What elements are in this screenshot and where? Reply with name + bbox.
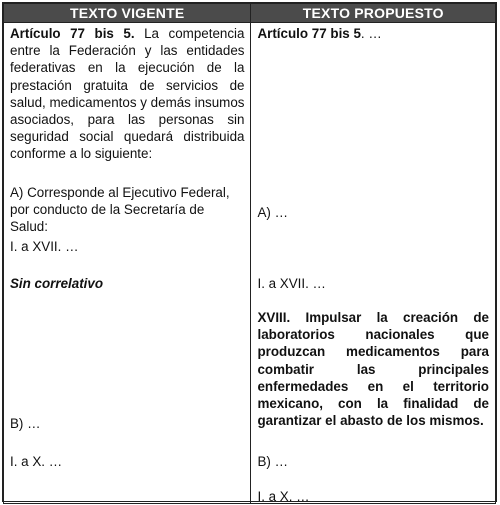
propuesto-fracciones-1: I. a XVII. … (257, 276, 326, 291)
comparative-table-page (2, 2, 497, 502)
vigente-fracciones-2: I. a X. … (10, 454, 63, 469)
propuesto-fraccion-xviii: XVIII. Impulsar la creación de laboratorios nacionales que produzcan medicamentos para combatir las principales enfermedades en el territorio mexicano, con la finalidad de garantizar el abasto de los mismos. (257, 310, 489, 429)
propuesto-article-suffix: . … (360, 26, 382, 41)
table-body-row (4, 23, 496, 504)
propuesto-article-label: Artículo 77 bis 5 (257, 26, 361, 41)
vigente-article-text: La competencia entre la Federación y las entidades federativas en la ejecución de la prestación gratuita de servicios de salud, medicamentos y demás insumos asociados, para las personas sin seguridad social quedará distribuida conforme a lo siguiente: (10, 26, 245, 162)
vigente-fracciones-1: I. a XVII. … (10, 239, 79, 254)
vigente-apartado-b: B) … (10, 416, 41, 431)
propuesto-apartado-b: B) … (257, 454, 288, 469)
comparative-table (3, 3, 496, 504)
vigente-article-paragraph (10, 25, 244, 163)
propuesto-fracciones-2: I. a X. … (257, 489, 310, 504)
column-texto-vigente (4, 23, 251, 504)
vigente-sin-correlativo: Sin correlativo (10, 276, 104, 291)
table-header-row (4, 4, 496, 23)
vigente-article-label: Artículo 77 bis 5. (10, 26, 135, 41)
propuesto-article-paragraph (257, 25, 489, 42)
column-texto-propuesto (251, 23, 496, 504)
header-texto-vigente: TEXTO VIGENTE (4, 4, 251, 23)
header-texto-propuesto: TEXTO PROPUESTO (251, 4, 496, 23)
propuesto-apartado-a: A) … (257, 205, 288, 220)
vigente-apartado-a: A) Corresponde al Ejecutivo Federal, por conducto de la Secretaría de Salud: (10, 185, 230, 235)
